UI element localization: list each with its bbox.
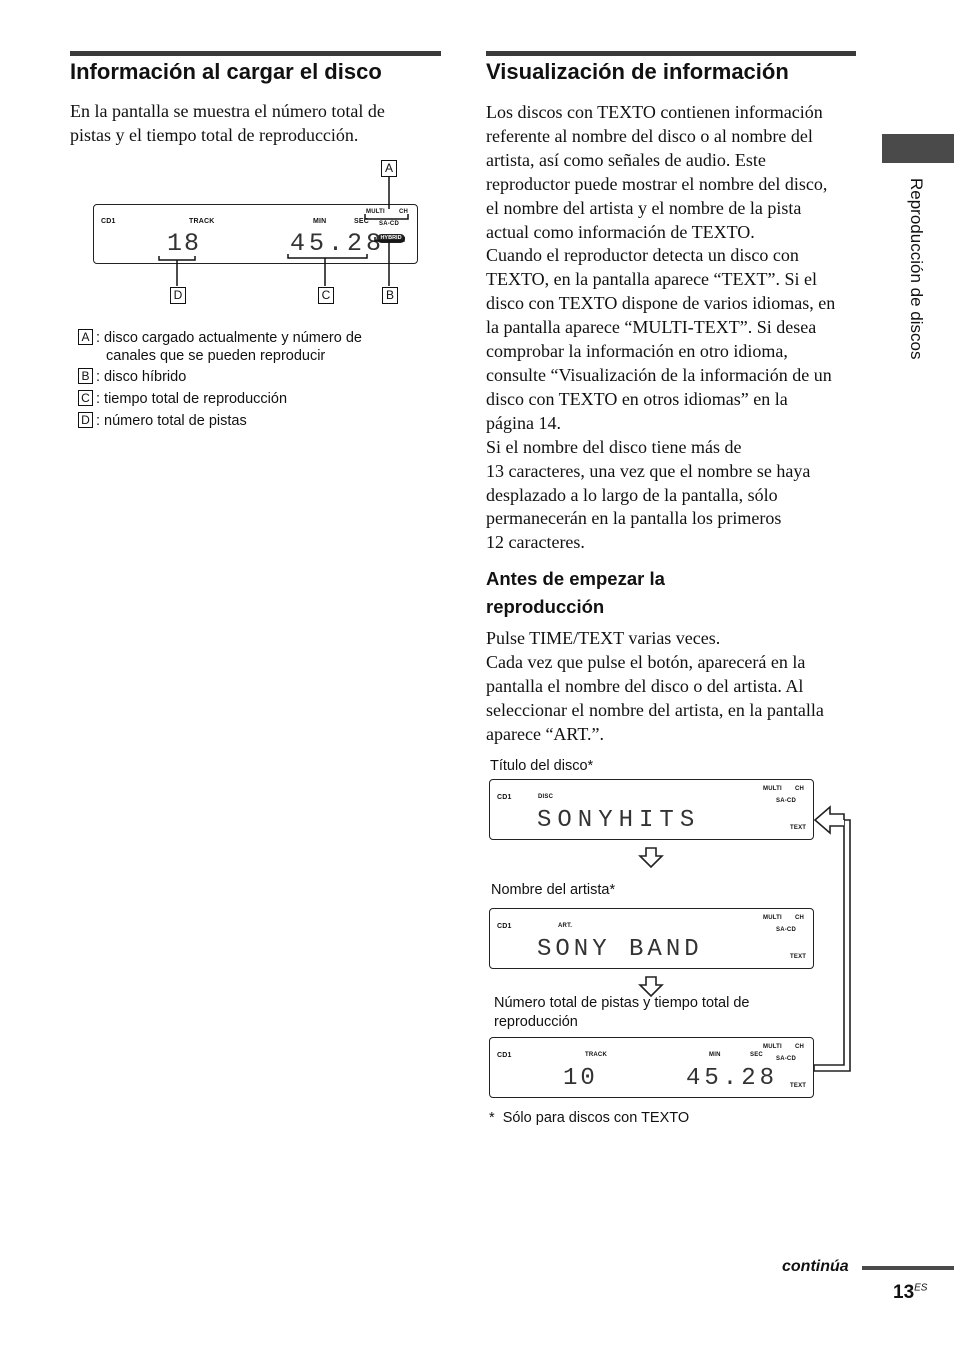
- steps-line: seleccionar el nombre del artista, en la pantalla: [486, 699, 824, 720]
- para-line: Los discos con TEXTO contienen información: [486, 102, 823, 122]
- steps-line: aparece “ART.”.: [486, 723, 605, 744]
- lcd-multi-label: MULTI: [763, 786, 782, 792]
- lcd-sacd-label: SA-CD: [776, 927, 796, 933]
- right-paragraph: [486, 101, 866, 555]
- lcd-min-label: MIN: [709, 1052, 721, 1058]
- lcd-multi-label: MULTI: [366, 209, 385, 215]
- lcd-disc-label: DISC: [538, 794, 554, 800]
- steps-line: pantalla el nombre del disco o del artista. Al: [486, 675, 804, 696]
- display-disc-title: [489, 779, 814, 840]
- display-track-time: [489, 1037, 814, 1098]
- right-heading-rule: [486, 51, 856, 56]
- para-line: permanecerán en la pantalla los primeros: [486, 508, 782, 529]
- callout-a: A: [381, 160, 397, 177]
- lcd-track-label: TRACK: [189, 218, 215, 225]
- legend-text-a-2: canales que se pueden reproducir: [106, 348, 326, 364]
- lcd-sacd-label: SA-CD: [379, 221, 399, 227]
- lcd-main-text: SONY BAND: [537, 936, 703, 963]
- caption-artist-name: Nombre del artista*: [491, 882, 616, 898]
- lcd-ch-label: CH: [795, 1044, 805, 1050]
- callout-c: C: [318, 287, 334, 304]
- caption-track-time: [494, 994, 750, 1032]
- para-line: 12 caracteres.: [486, 532, 585, 553]
- left-intro: En la pantalla se muestra el número total de pistas y el tiempo total de reproducción.: [70, 101, 385, 145]
- continua-label: continúa: [782, 1258, 849, 1275]
- caption-line-1: Número total de pistas y tiempo total de: [494, 995, 750, 1011]
- steps-text: [486, 627, 866, 747]
- legend-item-b: [78, 368, 186, 386]
- lcd-main-text: SONYHITS: [537, 807, 701, 834]
- footnote: * Sólo para discos con TEXTO: [489, 1110, 690, 1126]
- lcd-cd-label: CD1: [497, 1052, 512, 1059]
- para-line: Cuando el reproductor detecta un disco con: [486, 245, 799, 266]
- para-line: reproductor puede mostrar el nombre del disco,: [486, 173, 828, 194]
- lcd-min-label: MIN: [313, 218, 327, 225]
- para-line: Si el nombre del disco tiene más de: [486, 436, 742, 457]
- para-line: disco con TEXTO dispone de varios idiomas, en: [486, 293, 836, 314]
- lcd-sacd-label: SA-CD: [776, 798, 796, 804]
- lcd-text-label: TEXT: [790, 954, 807, 960]
- subheading: [486, 565, 665, 621]
- page-lang-suffix: ES: [914, 1282, 928, 1294]
- section-tab-marker: [882, 134, 954, 163]
- right-heading: Visualización de información: [486, 59, 789, 84]
- lcd-text-label: TEXT: [790, 825, 807, 831]
- para-line: comprobar la información en otro idioma,: [486, 341, 788, 362]
- para-line: TEXTO, en la pantalla aparece “TEXT”. Si el: [486, 269, 818, 290]
- caption-line-2: reproducción: [494, 1014, 578, 1030]
- lcd-ch-label: CH: [399, 209, 409, 215]
- para-line: el nombre del artista y el nombre de la pista: [486, 197, 802, 218]
- arrow-down-icon: [638, 847, 664, 869]
- steps-line: Cada vez que pulse el botón, aparecerá en la: [486, 651, 806, 672]
- lcd-text-label: TEXT: [790, 1083, 807, 1089]
- callout-b: B: [382, 287, 398, 304]
- lcd-sec-label: SEC: [750, 1052, 763, 1058]
- lcd-track-value: 10: [563, 1065, 598, 1092]
- lcd-multi-label: MULTI: [763, 1044, 782, 1050]
- lcd-track-label: TRACK: [585, 1052, 607, 1058]
- legend-text-a: : disco cargado actualmente y número de: [96, 330, 362, 346]
- legend-key-a: A: [78, 329, 93, 345]
- lcd-cd-label: CD1: [101, 218, 116, 225]
- legend-text-c: : tiempo total de reproducción: [96, 391, 288, 407]
- para-line: referente al nombre del disco o al nombre del: [486, 125, 813, 146]
- left-heading: Información al cargar el disco: [70, 59, 382, 84]
- lcd-time-value: 45.28: [290, 229, 386, 258]
- para-line: artista, así como señales de audio. Este: [486, 149, 766, 170]
- legend-key-b: B: [78, 368, 93, 384]
- lcd-cd-label: CD1: [497, 923, 512, 930]
- legend-item-a: [78, 329, 362, 365]
- lcd-hybrid-indicator: HYBRID: [377, 234, 405, 243]
- para-line: 13 caracteres, una vez que el nombre se haya: [486, 460, 811, 481]
- lcd-track-value: 18: [167, 229, 202, 258]
- para-line: disco con TEXTO en otros idiomas” en la: [486, 388, 788, 409]
- legend-item-d: [78, 412, 247, 430]
- continua-rule: [862, 1266, 954, 1270]
- page-number-value: 13: [893, 1282, 915, 1303]
- para-line: actual como información de TEXTO.: [486, 221, 755, 242]
- page-number: [893, 1282, 927, 1304]
- para-line: la pantalla aparece “MULTI-TEXT”. Si desea: [486, 317, 817, 338]
- legend-text-d: : número total de pistas: [96, 413, 247, 429]
- legend-key-c: C: [78, 390, 93, 406]
- lcd-cd-label: CD1: [497, 794, 512, 801]
- caption-disc-title: Título del disco*: [490, 758, 594, 774]
- lcd-multi-label: MULTI: [763, 915, 782, 921]
- lcd-sacd-label: SA-CD: [776, 1056, 796, 1062]
- para-line: página 14.: [486, 412, 561, 433]
- lcd-ch-label: CH: [795, 915, 805, 921]
- steps-line: Pulse TIME/TEXT varias veces.: [486, 628, 721, 648]
- loop-back-arrow-icon: [800, 790, 860, 1090]
- display-artist-name: [489, 908, 814, 969]
- lcd-time-value: 45.28: [686, 1065, 779, 1092]
- para-line: desplazado a lo largo de la pantalla, sólo: [486, 484, 778, 505]
- legend-text-b: : disco híbrido: [96, 369, 187, 385]
- subheading-line-2: reproducción: [486, 596, 605, 617]
- callout-d: D: [170, 287, 186, 304]
- section-tab-label: Reproducción de discos: [907, 178, 926, 360]
- legend-key-d: D: [78, 412, 93, 428]
- subheading-line-1: Antes de empezar la: [486, 568, 665, 589]
- para-line: consulte “Visualización de la información de un: [486, 364, 832, 385]
- lcd-ch-label: CH: [795, 786, 805, 792]
- lcd-art-label: ART.: [558, 923, 573, 929]
- legend-item-c: [78, 390, 287, 408]
- lcd-sec-label: SEC: [354, 218, 369, 225]
